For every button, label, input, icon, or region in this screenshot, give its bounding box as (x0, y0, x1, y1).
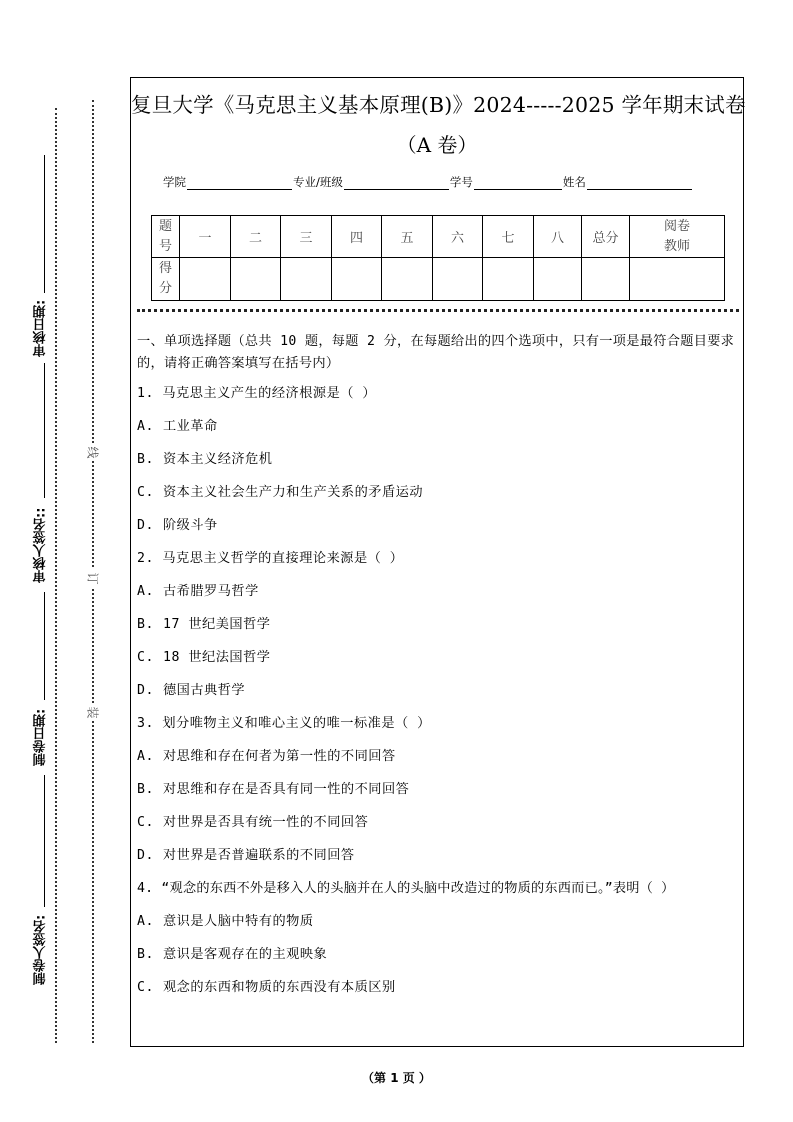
option-label: A. (137, 584, 154, 599)
option-label: C. (137, 650, 154, 665)
option-text: 古希腊罗马哲学 (163, 584, 259, 599)
grader-header-line-1: 阅卷 (663, 218, 690, 234)
option[interactable] (137, 846, 741, 879)
option-label: C. (137, 815, 154, 830)
option[interactable] (137, 681, 741, 714)
column-header-2: 二 (231, 216, 281, 258)
score-cell-4[interactable] (332, 258, 382, 301)
major-class-field[interactable] (344, 175, 449, 190)
option[interactable] (137, 813, 741, 846)
score-table (151, 215, 725, 301)
major-class-label: 专业/班级 (293, 175, 343, 189)
option-label: B. (137, 452, 154, 467)
score-row-header-char-2: 分 (158, 281, 172, 296)
score-cell-5[interactable] (382, 258, 433, 301)
option-text: 对世界是否具有统一性的不同回答 (163, 815, 369, 830)
option-text: 资本主义经济危机 (163, 452, 273, 467)
exam-title: 复旦大学《马克思主义基本原理(B)》2024-----2025 学年期末试卷 (131, 93, 746, 117)
review-date-label: 审核日期: (27, 293, 55, 363)
column-header-1: 一 (180, 216, 231, 258)
option-label: C. (137, 485, 154, 500)
binding-char-bind: 装 (87, 705, 99, 719)
binding-char-line: 线 (87, 445, 99, 459)
option[interactable] (137, 582, 741, 615)
column-header-8: 八 (534, 216, 582, 258)
student-info-row (163, 174, 693, 190)
name-label: 姓名 (562, 175, 586, 189)
option-text: 对思维和存在何者为第一性的不同回答 (163, 749, 396, 764)
option[interactable] (137, 615, 741, 648)
paper-maker-signature-line (44, 775, 45, 907)
score-cell-7[interactable] (483, 258, 534, 301)
option[interactable] (137, 450, 741, 483)
name-field[interactable] (587, 175, 692, 190)
score-cell-2[interactable] (231, 258, 281, 301)
option[interactable] (137, 648, 741, 681)
option-label: B. (137, 947, 154, 962)
question-number-header-char-2: 号 (158, 238, 172, 254)
exam-version: （A 卷） (396, 133, 478, 157)
question-stem: 1. 马克思主义产生的经济根源是（ ） (137, 386, 377, 401)
binding-dotted-line-outer (55, 108, 57, 1043)
college-field[interactable] (187, 175, 292, 190)
binding-char-staple: 订 (87, 571, 99, 585)
option-text: 意识是人脑中特有的物质 (163, 914, 314, 929)
score-cell-3[interactable] (281, 258, 332, 301)
question-stem: 3. 划分唯物主义和唯心主义的唯一标准是（ ） (137, 716, 431, 731)
option[interactable] (137, 516, 741, 549)
option-text: 德国古典哲学 (163, 683, 246, 698)
option-label: B. (137, 782, 154, 797)
option-text: 意识是客观存在的主观映象 (163, 947, 328, 962)
dotted-separator (137, 309, 739, 312)
college-label: 学院 (163, 175, 186, 189)
column-header-6: 六 (433, 216, 483, 258)
review-date-line (44, 155, 45, 293)
option-label: A. (137, 749, 154, 764)
question-number-header-char-1: 题 (158, 218, 172, 234)
option-label: C. (137, 980, 154, 995)
option-text: 观念的东西和物质的东西没有本质区别 (163, 980, 396, 995)
score-cell-total[interactable] (582, 258, 630, 301)
paper-date-label: 制卷日期: (27, 702, 55, 772)
score-table-header-row (152, 216, 725, 258)
question-stem: 4. “观念的东西不外是移入人的头脑并在人的头脑中改造过的物质的东西而已。”表明（ ） (137, 881, 675, 896)
option[interactable] (137, 978, 741, 1011)
paper-maker-signature-label: 制卷人签名: (27, 910, 55, 990)
student-id-label: 学号 (449, 175, 473, 189)
option[interactable] (137, 780, 741, 813)
option-label: B. (137, 617, 154, 632)
option-text: 阶级斗争 (163, 518, 218, 533)
option-text: 对思维和存在是否具有同一性的不同回答 (163, 782, 410, 797)
option[interactable] (137, 945, 741, 978)
student-id-field[interactable] (474, 175, 562, 190)
score-table-score-row (152, 258, 725, 301)
option-label: D. (137, 518, 154, 533)
score-row-header (152, 258, 180, 301)
column-header-3: 三 (281, 216, 332, 258)
score-cell-8[interactable] (534, 258, 582, 301)
grader-header-line-2: 教师 (663, 238, 690, 254)
score-cell-6[interactable] (433, 258, 483, 301)
section-header: 一、单项选择题（总共 10 题，每题 2 分，在每题给出的四个选项中，只有一项是最符合题目要求的，请将正确答案填写在括号内） (137, 334, 735, 371)
exam-frame (130, 77, 744, 1047)
option[interactable] (137, 417, 741, 450)
grader-cell[interactable] (630, 258, 725, 301)
score-cell-1[interactable] (180, 258, 231, 301)
option[interactable] (137, 483, 741, 516)
page-number: （第 1 页 ） (362, 1071, 431, 1085)
option[interactable] (137, 912, 741, 945)
question-stem: 2. 马克思主义哲学的直接理论来源是（ ） (137, 551, 404, 566)
reviewer-signature-line (44, 390, 45, 498)
option[interactable] (137, 747, 741, 780)
column-header-5: 五 (382, 216, 433, 258)
option-label: D. (137, 848, 154, 863)
paper-date-line (44, 592, 45, 700)
option-text: 工业革命 (163, 419, 218, 434)
reviewer-signature-label: 审核人签名:: (27, 500, 55, 590)
option-label: A. (137, 419, 154, 434)
column-header-7: 七 (483, 216, 534, 258)
option-text: 对世界是否普遍联系的不同回答 (163, 848, 355, 863)
question-number-header (152, 216, 180, 258)
option-text: 18 世纪法国哲学 (163, 650, 271, 665)
column-header-total: 总分 (582, 216, 630, 258)
score-row-header-char-1: 得 (158, 261, 172, 276)
grader-header (630, 216, 725, 258)
questions-content (137, 331, 741, 1011)
column-header-4: 四 (332, 216, 382, 258)
option-text: 17 世纪美国哲学 (163, 617, 271, 632)
option-label: A. (137, 914, 154, 929)
option-text: 资本主义社会生产力和生产关系的矛盾运动 (163, 485, 424, 500)
option-label: D. (137, 683, 154, 698)
